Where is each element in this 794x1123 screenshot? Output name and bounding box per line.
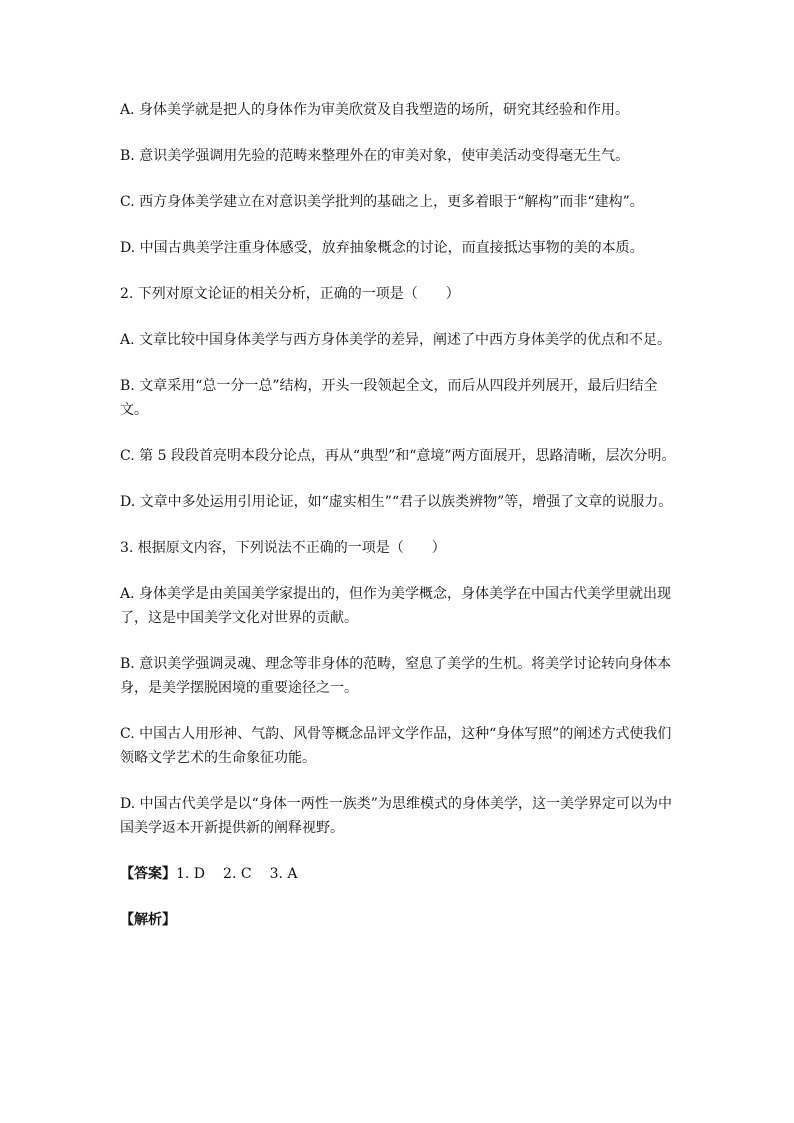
answer-label: 【答案】	[120, 866, 176, 882]
q3-option-a: A. 身体美学是由美国美学家提出的，但作为美学概念，身体美学在中国古代美学里就出现了，这是中国美学文化对世界的贡献。	[120, 586, 672, 626]
q2-option-c: C. 第 5 段段首亮明本段分论点，再从“典型”和“意境”两方面展开，思路清晰，层次分明。	[120, 448, 676, 464]
q2-option-a: A. 文章比较中国身体美学与西方身体美学的差异，阐述了中西方身体美学的优点和不足。	[120, 332, 672, 348]
analysis-line	[120, 908, 680, 932]
answer-1: 1. D	[176, 866, 206, 882]
answer-values	[176, 866, 316, 882]
q2-stem: 2. 下列对原文论证的相关分析，正确的一项是（ ）	[120, 286, 460, 302]
q1-option-d: D. 中国古典美学注重身体感受，放弃抽象概念的讨论，而直接抵达事物的美的本质。	[120, 240, 644, 256]
q2-option-d: D. 文章中多处运用引用论证，如“虚实相生”“君子以族类辨物”等，增强了文章的说服力。	[120, 494, 673, 510]
q2-option-b: B. 文章采用“总一分一总”结构，开头一段领起全文，而后从四段并列展开，最后归结全文。	[120, 378, 658, 418]
q3-option-b: B. 意识美学强调灵魂、理念等非身体的范畴，窒息了美学的生机。将美学讨论转向身体本身，是美学摆脱困境的重要途径之一。	[120, 656, 672, 696]
q1-option-a: A. 身体美学就是把人的身体作为审美欣赏及自我塑造的场所，研究其经验和作用。	[120, 102, 630, 118]
q3-option-d: D. 中国古代美学是以“身体一两性一族类”为思维模式的身体美学，这一美学界定可以为中国美学返本开新提供新的阐释视野。	[120, 796, 672, 836]
document-content	[120, 98, 680, 954]
q3-stem: 3. 根据原文内容，下列说法不正确的一项是（ ）	[120, 540, 446, 556]
analysis-label: 【解析】	[120, 912, 176, 928]
answer-line	[120, 862, 680, 886]
q1-option-b: B. 意识美学强调用先验的范畴来整理外在的审美对象，使审美活动变得毫无生气。	[120, 148, 630, 164]
answer-2: 2. C	[223, 866, 252, 882]
q3-option-c: C. 中国古人用形神、气韵、风骨等概念品评文学作品，这种“身体写照”的阐述方式使我们领略文学艺术的生命象征功能。	[120, 726, 672, 766]
q1-option-c: C. 西方身体美学建立在对意识美学批判的基础之上，更多着眼于“解构”而非“建构”。	[120, 194, 644, 210]
answer-3: 3. A	[269, 866, 298, 882]
